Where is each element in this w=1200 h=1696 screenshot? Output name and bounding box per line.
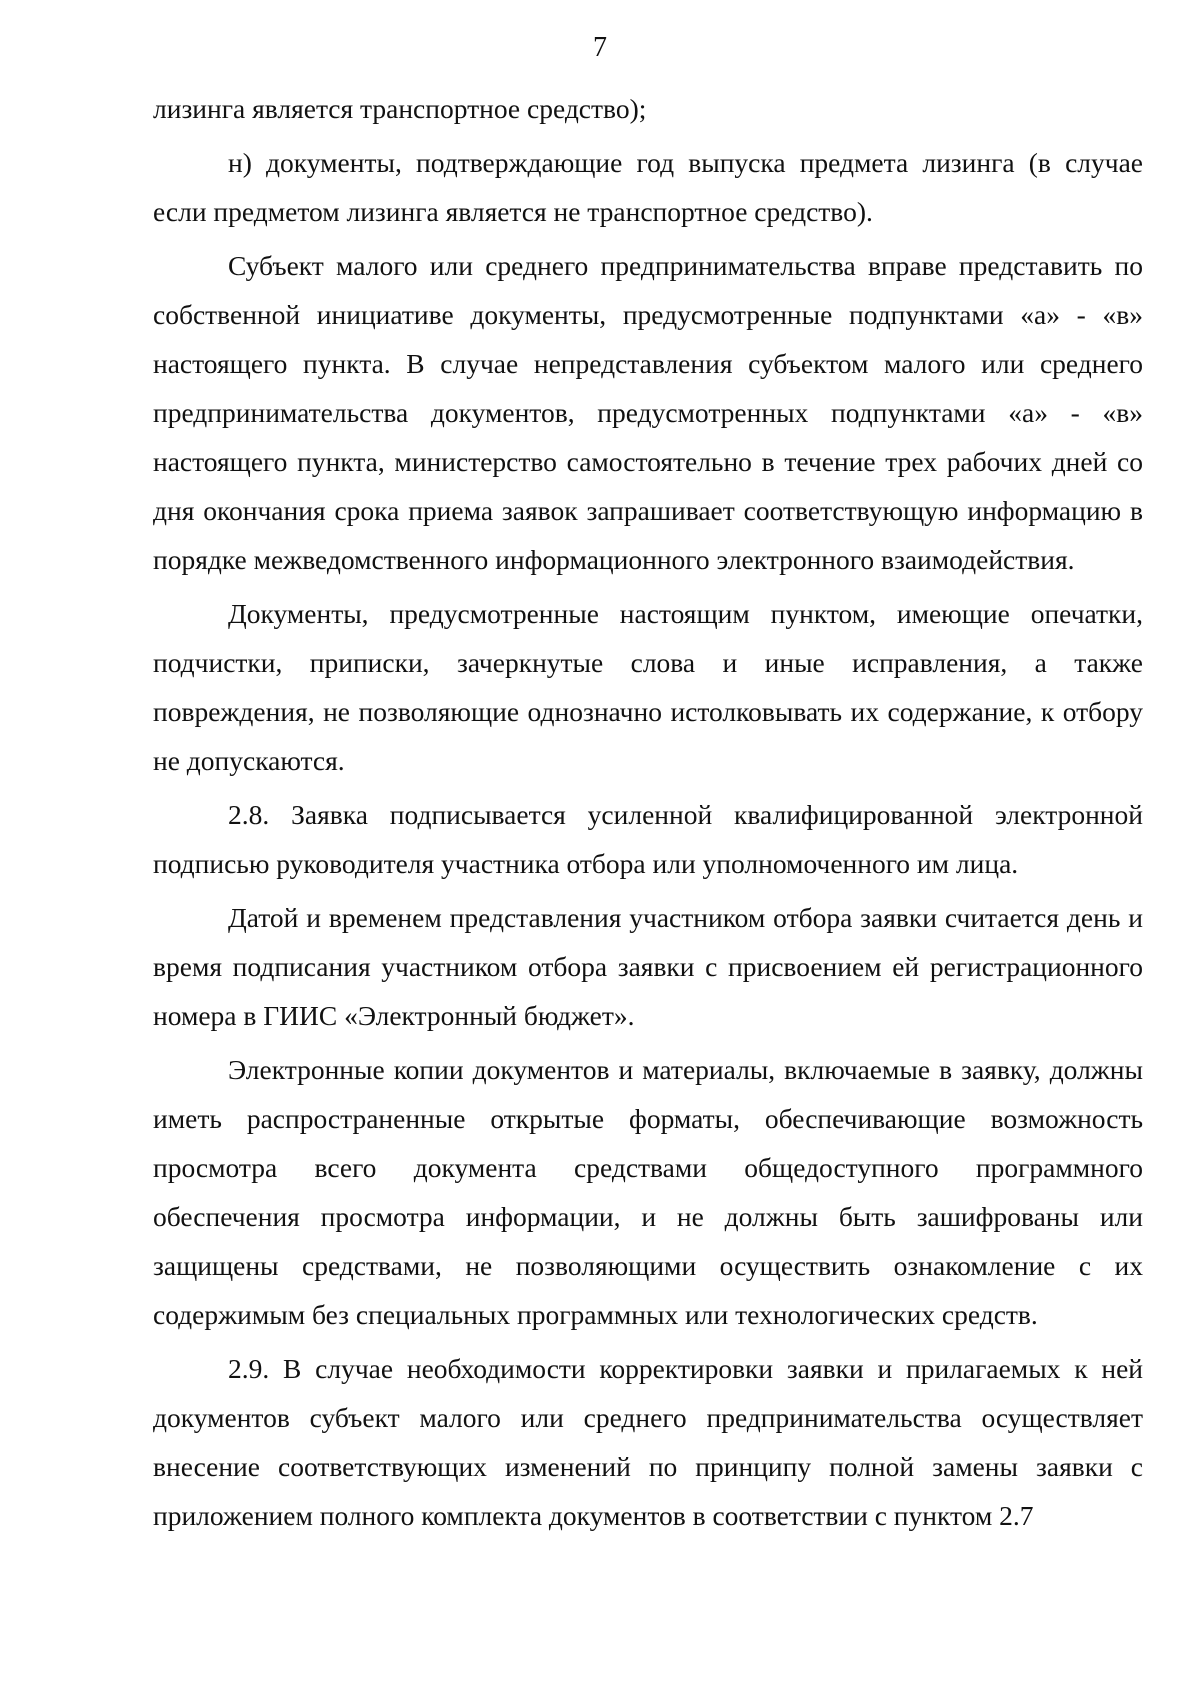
paragraph-item-n: н) документы, подтверждающие год выпуска предмета лизинга (в случае если предметом лизинга является не транспортное средство).	[153, 147, 1143, 227]
paragraph-own-initiative: Субъект малого или среднего предпринимательства вправе представить по собственной инициативе документы, предусмотренные подпунктами «а» - «в» настоящего пункта. В случае непредставления субъектом малого или среднего предпринимательства документов, предусмотренных подпунктами «а» - «в» настоящего пункта, министерство самостоятельно в течение трех рабочих дней со дня окончания срока приема заявок запрашивает соответствующую информацию в порядке межведомственного информационного электронного взаимодействия.	[153, 250, 1143, 575]
paragraph-2-9: 2.9. В случае необходимости корректировки заявки и прилагаемых к ней документов субъект малого или среднего предпринимательства осуществляет внесение соответствующих изменений по принципу полной замены заявки с приложением полного комплекта документов в соответствии с пунктом 2.7	[153, 1353, 1143, 1531]
document-body	[153, 84, 1143, 1540]
paragraph-submission-date: Датой и временем представления участником отбора заявки считается день и время подписания участником отбора заявки с присвоением ей регистрационного номера в ГИИС «Электронный бюджет».	[153, 902, 1143, 1031]
paragraph-electronic-copies: Электронные копии документов и материалы, включаемые в заявку, должны иметь распространенные открытые форматы, обеспечивающие возможность просмотра всего документа средствами общедоступного программного обеспечения просмотра информации, и не должны быть зашифрованы или защищены средствами, не позволяющими осуществить ознакомление с их содержимым без специальных программных или технологических средств.	[153, 1054, 1143, 1330]
paragraph-continuation: лизинга является транспортное средство);	[153, 93, 647, 124]
paragraph-2-8: 2.8. Заявка подписывается усиленной квалифицированной электронной подписью руководителя участника отбора или уполномоченного им лица.	[153, 799, 1143, 879]
paragraph-corrections: Документы, предусмотренные настоящим пунктом, имеющие опечатки, подчистки, приписки, зачеркнутые слова и иные исправления, а также повреждения, не позволяющие однозначно истолковывать их содержание, к отбору не допускаются.	[153, 598, 1143, 776]
page-number: 7	[593, 32, 607, 63]
